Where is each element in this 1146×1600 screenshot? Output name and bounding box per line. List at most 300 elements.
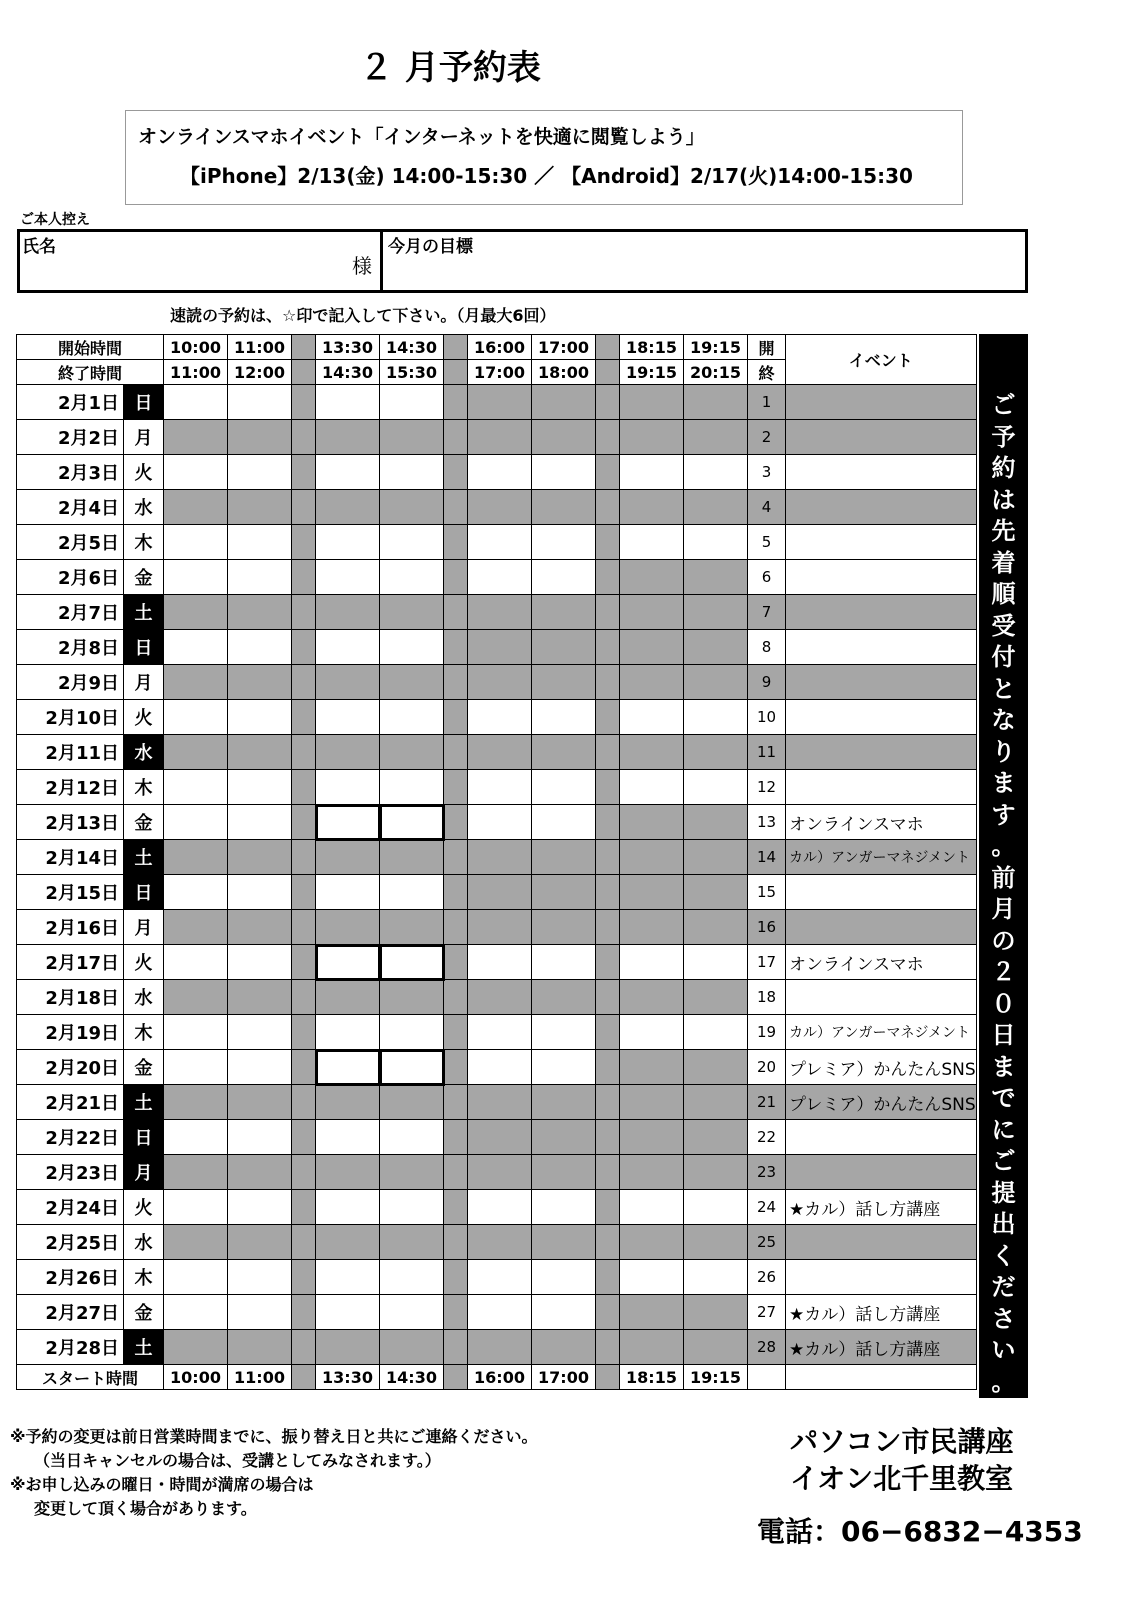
slot-cell [380,1155,444,1190]
start-time-footer-label: スタート時間 [17,1365,164,1390]
slot-cell[interactable] [684,1015,748,1050]
note-line: 変更して頂く場合があります。 [34,1499,257,1518]
slot-cell [316,910,380,945]
slot-cell[interactable] [164,875,228,910]
slot-cell [228,1155,292,1190]
slot-cell[interactable] [316,455,380,490]
end-time-header: 19:15 [620,360,684,385]
slot-cell[interactable] [468,525,532,560]
slot-cell[interactable] [468,455,532,490]
event-cell [786,665,977,700]
slot-cell[interactable] [532,1295,596,1330]
slot-cell[interactable] [228,1050,292,1085]
slot-cell [164,980,228,1015]
event-announcement-dates: 【iPhone】2/13(金) 14:00-15:30 ／ 【Android】2/17(火)14:00-15:30 [180,164,913,188]
slot-cell[interactable] [228,945,292,980]
gap-cell [444,595,468,630]
slot-cell[interactable] [228,700,292,735]
gap-cell [596,735,620,770]
event-cell [786,420,977,455]
event-cell [786,490,977,525]
slot-cell[interactable] [468,770,532,805]
slot-cell[interactable] [532,1050,596,1085]
slot-cell [532,875,596,910]
date-cell: 2月13日 [17,805,124,840]
slot-cell[interactable] [316,1015,380,1050]
side-banner-char: に [991,1115,1016,1144]
gap-cell [596,630,620,665]
slot-cell [468,490,532,525]
slot-cell [468,840,532,875]
slot-cell [684,560,748,595]
slot-cell[interactable] [164,1015,228,1050]
side-banner-char: く [991,1241,1016,1270]
gap-cell [292,630,316,665]
slot-cell [164,1085,228,1120]
gap-cell [292,335,316,360]
slot-cell[interactable] [532,700,596,735]
slot-cell [684,875,748,910]
slot-cell [468,910,532,945]
table-row [17,525,977,560]
event-cell [786,1120,977,1155]
gap-cell [596,1120,620,1155]
slot-cell [228,595,292,630]
weekday-cell: 水 [124,735,164,770]
slot-cell [684,665,748,700]
slot-cell[interactable] [380,455,444,490]
gap-cell [444,665,468,700]
date-cell: 2月15日 [17,875,124,910]
slot-cell[interactable] [228,1295,292,1330]
gap-cell [444,840,468,875]
table-row [17,980,977,1015]
slot-cell[interactable] [316,1190,380,1225]
slot-cell [164,910,228,945]
gap-cell [292,1225,316,1260]
slot-cell[interactable] [684,945,748,980]
slot-cell[interactable] [684,1190,748,1225]
side-banner-char: り [991,737,1016,766]
row-number-cell: 15 [748,875,786,910]
table-row [17,1155,977,1190]
side-banner-char: 月 [991,895,1016,923]
gap-cell [292,385,316,420]
gap-cell [596,455,620,490]
slot-cell[interactable] [164,1190,228,1225]
gap-cell [292,560,316,595]
slot-cell[interactable] [380,1190,444,1225]
gap-cell [596,980,620,1015]
gap-cell [292,735,316,770]
slot-cell [620,840,684,875]
slot-cell[interactable] [468,560,532,595]
slot-cell[interactable] [316,525,380,560]
row-number-cell: 6 [748,560,786,595]
weekday-cell: 火 [124,455,164,490]
slot-cell[interactable] [532,945,596,980]
slot-cell[interactable] [684,1260,748,1295]
slot-cell[interactable] [228,560,292,595]
slot-cell [316,1225,380,1260]
slot-cell[interactable] [316,630,380,665]
side-banner-char: 提 [991,1178,1016,1207]
weekday-cell: 土 [124,1085,164,1120]
slot-cell [620,595,684,630]
gap-cell [444,1120,468,1155]
slot-cell[interactable] [380,560,444,595]
gap-cell [444,735,468,770]
slot-cell[interactable] [380,630,444,665]
slot-cell[interactable] [164,945,228,980]
slot-cell[interactable] [164,385,228,420]
slot-cell [380,1225,444,1260]
row-number-cell: 12 [748,770,786,805]
event-cell: プレミア）かんたんSNS [786,1050,977,1085]
weekday-cell: 木 [124,1015,164,1050]
slot-cell [620,1050,684,1085]
weekday-cell: 金 [124,1050,164,1085]
side-banner-text [979,390,1028,1398]
table-row [17,420,977,455]
slot-cell[interactable] [228,525,292,560]
table-row [17,1330,977,1365]
slot-cell[interactable] [164,770,228,805]
slot-cell[interactable] [164,560,228,595]
slot-cell[interactable] [316,1260,380,1295]
slot-cell [532,910,596,945]
slot-cell[interactable] [228,630,292,665]
gap-cell [292,490,316,525]
slot-cell[interactable] [468,700,532,735]
gap-cell [292,525,316,560]
table-row [17,945,977,980]
slot-cell[interactable] [228,1190,292,1225]
slot-cell[interactable] [532,1260,596,1295]
school-name: パソコン市民講座 [790,1425,1014,1458]
slot-cell[interactable] [380,875,444,910]
slot-cell[interactable] [228,455,292,490]
weekday-cell: 火 [124,700,164,735]
date-cell: 2月5日 [17,525,124,560]
slot-cell[interactable] [164,1050,228,1085]
gap-cell [444,490,468,525]
gap-cell [292,840,316,875]
slot-cell [164,490,228,525]
slot-cell [164,1155,228,1190]
slot-cell [228,840,292,875]
slot-cell[interactable] [164,630,228,665]
slot-cell[interactable] [164,805,228,840]
slot-cell[interactable] [164,700,228,735]
event-cell: カル）アンガーマネジメント [786,840,977,875]
slot-cell[interactable] [468,1190,532,1225]
date-cell: 2月10日 [17,700,124,735]
slot-cell [316,735,380,770]
row-number-cell: 17 [748,945,786,980]
gap-cell [444,700,468,735]
slot-cell[interactable] [532,560,596,595]
slot-cell[interactable] [468,1050,532,1085]
slot-cell [620,1085,684,1120]
date-cell: 2月2日 [17,420,124,455]
slot-cell[interactable] [316,1295,380,1330]
slot-cell[interactable] [380,525,444,560]
event-cell [786,560,977,595]
slot-cell[interactable] [380,1260,444,1295]
slot-cell [684,1225,748,1260]
slot-cell[interactable] [380,1295,444,1330]
row-number-cell: 7 [748,595,786,630]
row-number-cell: 8 [748,630,786,665]
gap-cell [444,360,468,385]
gap-cell [596,840,620,875]
start-time-footer: 11:00 [228,1365,292,1390]
slot-cell [164,595,228,630]
start-time-header: 10:00 [164,335,228,360]
slot-cell[interactable] [316,700,380,735]
table-row [17,665,977,700]
date-cell: 2月12日 [17,770,124,805]
row-number-cell: 16 [748,910,786,945]
slot-cell[interactable] [620,1260,684,1295]
slot-cell [164,665,228,700]
date-cell: 2月25日 [17,1225,124,1260]
slot-cell [468,630,532,665]
slot-cell[interactable] [380,1120,444,1155]
event-cell: カル）アンガーマネジメント [786,1015,977,1050]
slot-cell [684,840,748,875]
weekday-cell: 火 [124,1190,164,1225]
side-banner-char: ２ [991,958,1016,986]
side-banner-char: だ [991,1273,1016,1301]
slot-cell[interactable] [380,770,444,805]
side-banner-char: 約 [991,454,1016,482]
end-time-label: 終了時間 [17,360,164,385]
gap-cell [444,770,468,805]
slot-cell[interactable] [620,700,684,735]
slot-cell[interactable] [532,525,596,560]
table-row [17,735,977,770]
start-time-footer: 19:15 [684,1365,748,1390]
slot-cell[interactable] [380,385,444,420]
gap-cell [444,1190,468,1225]
slot-cell [228,980,292,1015]
slot-cell [468,1225,532,1260]
slot-cell[interactable] [316,560,380,595]
slot-cell [468,665,532,700]
slot-cell [684,1120,748,1155]
table-row [17,700,977,735]
slot-cell[interactable] [316,385,380,420]
weekday-cell: 金 [124,1295,164,1330]
gap-cell [596,360,620,385]
end-time-header: 15:30 [380,360,444,385]
slot-cell[interactable] [380,945,444,980]
slot-cell[interactable] [316,1120,380,1155]
row-number-cell: 26 [748,1260,786,1295]
weekday-cell: 土 [124,1330,164,1365]
slot-cell[interactable] [228,1120,292,1155]
row-number-cell: 28 [748,1330,786,1365]
slot-cell [532,630,596,665]
gap-cell [444,875,468,910]
table-row [17,595,977,630]
row-number-cell: 13 [748,805,786,840]
slot-cell [380,1330,444,1365]
slot-cell[interactable] [684,455,748,490]
slot-cell [532,1085,596,1120]
slot-cell[interactable] [380,805,444,840]
slot-cell[interactable] [164,1120,228,1155]
slot-cell[interactable] [532,805,596,840]
slot-cell[interactable] [316,1050,380,1085]
gap-cell [596,875,620,910]
slot-cell[interactable] [228,805,292,840]
gap-cell [292,595,316,630]
slot-cell[interactable] [620,945,684,980]
event-cell: ★カル）話し方講座 [786,1190,977,1225]
slot-cell [684,805,748,840]
slot-cell [620,1295,684,1330]
side-banner-char: 順 [991,580,1016,608]
gap-cell [292,420,316,455]
gap-cell [596,1050,620,1085]
side-banner-char: と [991,674,1016,703]
slot-cell[interactable] [468,945,532,980]
slot-cell[interactable] [316,875,380,910]
slot-cell[interactable] [164,525,228,560]
slot-cell[interactable] [380,700,444,735]
slot-cell [380,665,444,700]
gap-cell [596,1190,620,1225]
event-cell [786,630,977,665]
slot-cell[interactable] [620,525,684,560]
slot-cell [468,875,532,910]
row-number-cell: 4 [748,490,786,525]
slot-cell[interactable] [228,875,292,910]
page-title: ２ 月予約表 [359,48,541,88]
gap-cell [596,910,620,945]
date-cell: 2月1日 [17,385,124,420]
weekday-cell: 月 [124,910,164,945]
slot-cell [468,735,532,770]
event-cell [786,1155,977,1190]
gap-cell [596,1015,620,1050]
slot-cell [164,840,228,875]
side-banner-char: ご [991,1147,1016,1175]
weekday-cell: 月 [124,665,164,700]
slot-cell [620,875,684,910]
slot-cell[interactable] [164,1260,228,1295]
date-cell: 2月19日 [17,1015,124,1050]
slot-cell [164,420,228,455]
row-number-cell: 11 [748,735,786,770]
slot-cell[interactable] [228,1015,292,1050]
table-row [17,910,977,945]
side-banner-char: ま [991,769,1016,797]
slot-cell[interactable] [380,1050,444,1085]
slot-cell[interactable] [620,770,684,805]
slot-cell [380,980,444,1015]
gap-cell [292,1330,316,1365]
row-number-cell: 18 [748,980,786,1015]
slot-cell[interactable] [468,1015,532,1050]
slot-cell[interactable] [532,1015,596,1050]
end-time-header: 18:00 [532,360,596,385]
slot-cell [380,420,444,455]
slot-cell[interactable] [316,770,380,805]
slot-cell[interactable] [684,700,748,735]
side-banner-char: 予 [991,422,1016,451]
slot-cell[interactable] [468,805,532,840]
gap-cell [596,420,620,455]
slot-cell[interactable] [468,1295,532,1330]
slot-cell[interactable] [468,1260,532,1295]
slot-cell[interactable] [228,1260,292,1295]
slot-cell [532,1225,596,1260]
gap-cell [444,1365,468,1390]
slot-cell[interactable] [532,1190,596,1225]
date-cell: 2月21日 [17,1085,124,1120]
note-line: ※予約の変更は前日営業時間までに、振り替え日と共にご連絡ください。 [10,1427,538,1446]
slot-cell[interactable] [164,1295,228,1330]
weekday-cell: 月 [124,1155,164,1190]
slot-cell[interactable] [316,805,380,840]
date-cell: 2月9日 [17,665,124,700]
row-number-cell: 23 [748,1155,786,1190]
slot-cell[interactable] [532,770,596,805]
gap-cell [444,1260,468,1295]
slot-cell[interactable] [684,525,748,560]
row-number-cell: 2 [748,420,786,455]
gap-cell [596,525,620,560]
event-announcement-title: オンラインスマホイベント「インターネットを快適に閲覧しよう」 [138,126,705,148]
event-cell: オンラインスマホ [786,945,977,980]
table-row [17,840,977,875]
row-number-cell: 19 [748,1015,786,1050]
start-time-footer: 10:00 [164,1365,228,1390]
slot-cell[interactable] [620,1190,684,1225]
slot-cell[interactable] [620,1015,684,1050]
slot-cell [316,840,380,875]
side-banner-char: は [991,485,1016,514]
slot-cell[interactable] [620,455,684,490]
slot-cell[interactable] [380,1015,444,1050]
date-cell: 2月14日 [17,840,124,875]
date-cell: 2月20日 [17,1050,124,1085]
slot-cell[interactable] [532,455,596,490]
slot-cell[interactable] [684,770,748,805]
weekday-cell: 土 [124,595,164,630]
slot-cell[interactable] [228,385,292,420]
start-time-header: 19:15 [684,335,748,360]
slot-cell [684,490,748,525]
slot-cell[interactable] [316,945,380,980]
gap-cell [292,1155,316,1190]
slot-cell[interactable] [164,455,228,490]
gap-cell [596,595,620,630]
slot-cell [620,490,684,525]
gap-cell [596,385,620,420]
weekday-cell: 水 [124,980,164,1015]
side-banner-char: さ [991,1304,1016,1333]
slot-cell[interactable] [228,770,292,805]
slot-cell [620,980,684,1015]
event-cell: オンラインスマホ [786,805,977,840]
gap-cell [444,525,468,560]
slot-cell [620,805,684,840]
